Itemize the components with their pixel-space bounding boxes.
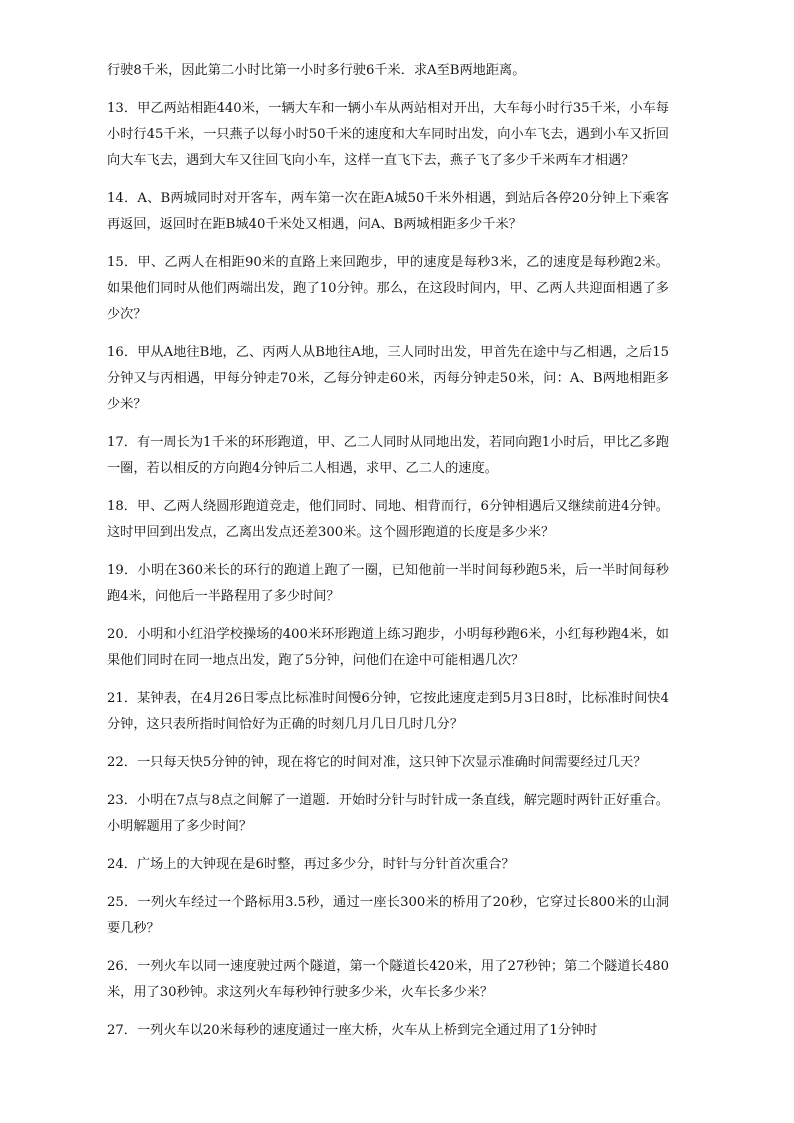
problem-27: 27．一列火车以20米每秒的速度通过一座大桥，火车从上桥到完全通过用了1分钟时 [107,1023,598,1038]
problem-25: 25．一列火车经过一个路标用3.5秒，通过一座长300米的桥用了20秒，它穿过长800米的山洞要几秒？ [107,895,669,936]
problem-22: 22．一只每天快5分钟的钟，现在将它的时间对准，这只钟下次显示准确时间需要经过几天？ [107,755,647,770]
paragraph-continuation: 行驶8千米，因此第二小时比第一小时多行驶6千米．求A至B两地距离。 [107,63,526,78]
problem-20: 20．小明和小红沿学校操场的400米环形跑道上练习跑步，小明每秒跑6米，小红每秒跑4米，如果他们同时在同一地点出发，跑了5分钟，问他们在途中可能相遇几次？ [107,627,669,668]
problem-16: 16．甲从A地往B地，乙、丙两人从B地往A地，三人同时出发，甲首先在途中与乙相遇，之后15分钟又与丙相遇，甲每分钟走70米，乙每分钟走60米，丙每分钟走50米，问：A、B两地相距多少米？ [107,345,669,412]
problem-13: 13．甲乙两站相距440米，一辆大车和一辆小车从两站相对开出，大车每小时行35千米，小车每小时行45千米，一只燕子以每小时50千米的速度和大车同时出发，向小车飞去，遇到小车又折回向大车飞去，遇到大车又往回飞向小车，这样一直飞下去，燕子飞了多少千米两车才相遇？ [107,101,669,168]
problem-18: 18．甲、乙两人绕圆形跑道竞走，他们同时、同地、相背而行，6分钟相遇后又继续前进4分钟。这时甲回到出发点，乙离出发点还差300米。这个圆形跑道的长度是多少米？ [107,499,669,540]
problem-21: 21．某钟表，在4月26日零点比标准时间慢6分钟，它按此速度走到5月3日8时，比标准时间快4分钟，这只表所指时间恰好为正确的时刻几月几日几时几分？ [107,691,669,732]
problem-19: 19．小明在360米长的环行的跑道上跑了一圈，已知他前一半时间每秒跑5米，后一半时间每秒跑4米，问他后一半路程用了多少时间？ [107,563,669,604]
problem-24: 24．广场上的大钟现在是6时整，再过多少分，时针与分针首次重合？ [107,857,515,872]
problem-17: 17．有一周长为1千米的环形跑道，甲、乙二人同时从同地出发，若同向跑1小时后，甲比乙多跑一圈，若以相反的方向跑4分钟后二人相遇，求甲、乙二人的速度。 [107,435,669,476]
document-page [107,58,669,1056]
problem-15: 15．甲、乙两人在相距90米的直路上来回跑步，甲的速度是每秒3米，乙的速度是每秒跑2米。如果他们同时从他们两端出发，跑了10分钟。那么，在这段时间内，甲、乙两人共迎面相遇了多少次？ [107,255,669,322]
problem-23: 23．小明在7点与8点之间解了一道题．开始时分针与时针成一条直线，解完题时两针正好重合。小明解题用了多少时间？ [107,793,669,834]
problem-14: 14．A、B两城同时对开客车，两车第一次在距A城50千米外相遇，到站后各停20分钟上下乘客再返回，返回时在距B城40千米处又相遇，问A、B两城相距多少千米？ [107,191,669,232]
problem-26: 26．一列火车以同一速度驶过两个隧道，第一个隧道长420米，用了27秒钟；第二个隧道长480米，用了30秒钟。求这列火车每秒钟行驶多少米，火车长多少米？ [107,959,669,1000]
